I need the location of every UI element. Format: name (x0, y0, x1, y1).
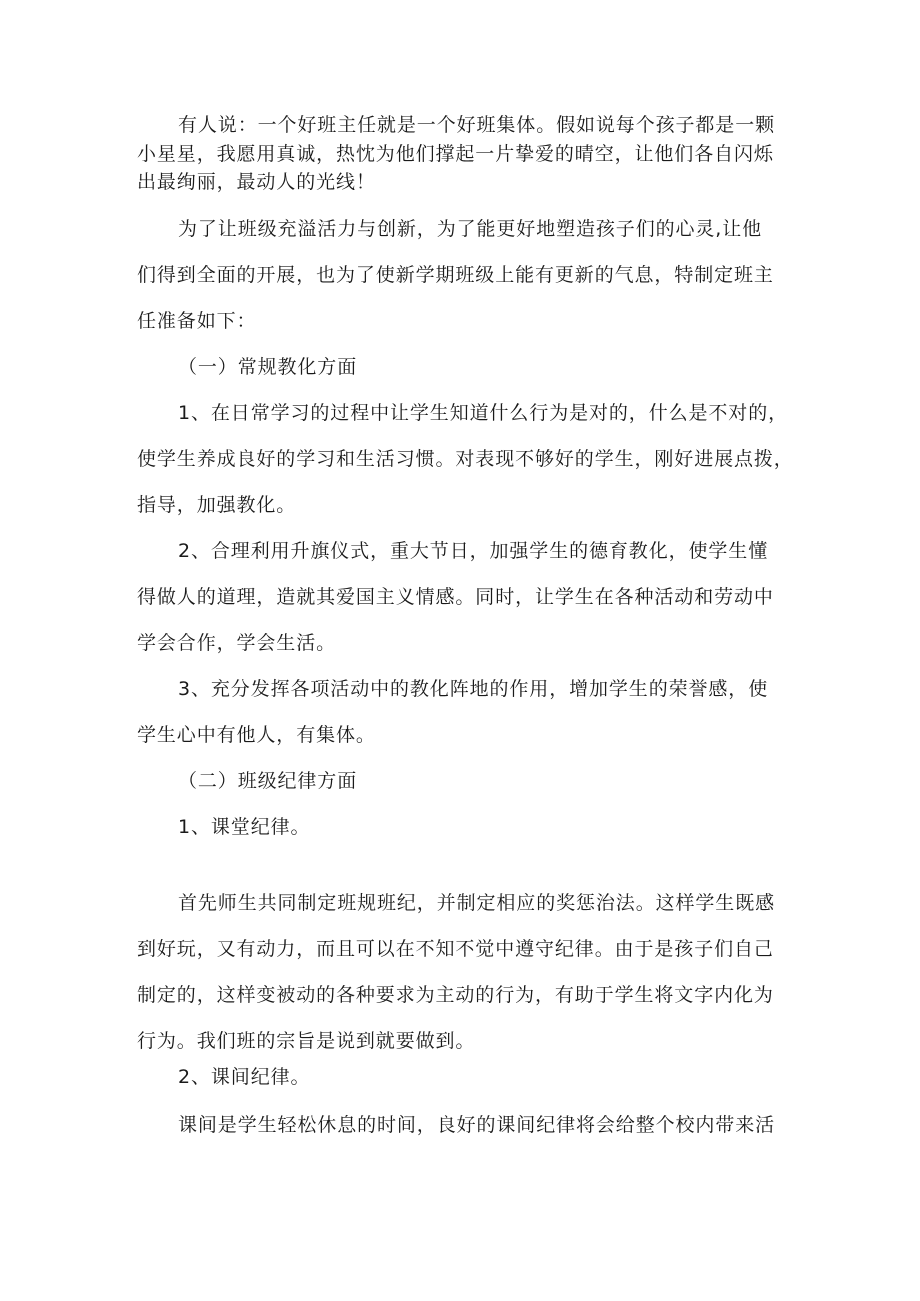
item-2-line-2: 得做人的道理，造就其爱国主义情感。同时，让学生在各种活动和劳动中 (137, 586, 774, 608)
item-2-line-3: 学会合作，学会生活。 (137, 632, 337, 654)
intro-line-1: 有人说：一个好班主任就是一个好班集体。假如说每个孩子都是一颗 (178, 114, 776, 136)
classroom-line-3: 制定的，这样变被动的各种要求为主动的行为，有助于学生将文字内化为 (137, 984, 774, 1006)
item-1-line-3: 指导，加强教化。 (137, 494, 297, 516)
purpose-line-3: 任准备如下： (137, 310, 257, 332)
item-2-line-1: 2、合理利用升旗仪式，重大节日，加强学生的德育教化，使学生懂 (178, 540, 769, 562)
intro-line-3: 出最绚丽，最动人的光线！ (137, 171, 376, 193)
item-3-line-2: 学生心中有他人，有集体。 (137, 724, 376, 746)
item-1-line-1: 1、在日常学习的过程中让学生知道什么行为是对的，什么是不对的， (178, 402, 788, 424)
classroom-line-1: 首先师生共同制定班规班纪，并制定相应的奖惩治法。这样学生既感 (178, 892, 776, 914)
break-line-1: 课间是学生轻松休息的时间，良好的课间纪律将会给整个校内带来活 (178, 1114, 776, 1136)
subheading-break: 2、课间纪律。 (178, 1066, 311, 1088)
purpose-line-2: 们得到全面的开展，也为了使新学期班级上能有更新的气息，特制定班主 (137, 264, 774, 286)
section-heading-2: （二）班级纪律方面 (178, 770, 358, 792)
subheading-classroom: 1、课堂纪律。 (178, 816, 311, 838)
classroom-line-4: 行为。我们班的宗旨是说到就要做到。 (137, 1030, 476, 1052)
purpose-line-1: 为了让班级充溢活力与创新，为了能更好地塑造孩子们的心灵,让他 (178, 218, 763, 240)
item-1-line-2: 使学生养成良好的学习和生活习惯。对表现不够好的学生，刚好进展点拨， (137, 448, 794, 470)
item-3-line-1: 3、充分发挥各项活动中的教化阵地的作用，增加学生的荣誉感，使 (178, 678, 769, 700)
section-heading-1: （一）常规教化方面 (178, 356, 358, 378)
classroom-line-2: 到好玩，又有动力，而且可以在不知不觉中遵守纪律。由于是孩子们自己 (137, 938, 774, 960)
intro-line-2: 小星星，我愿用真诚，热忱为他们撑起一片挚爱的晴空，让他们各自闪烁 (137, 143, 774, 165)
